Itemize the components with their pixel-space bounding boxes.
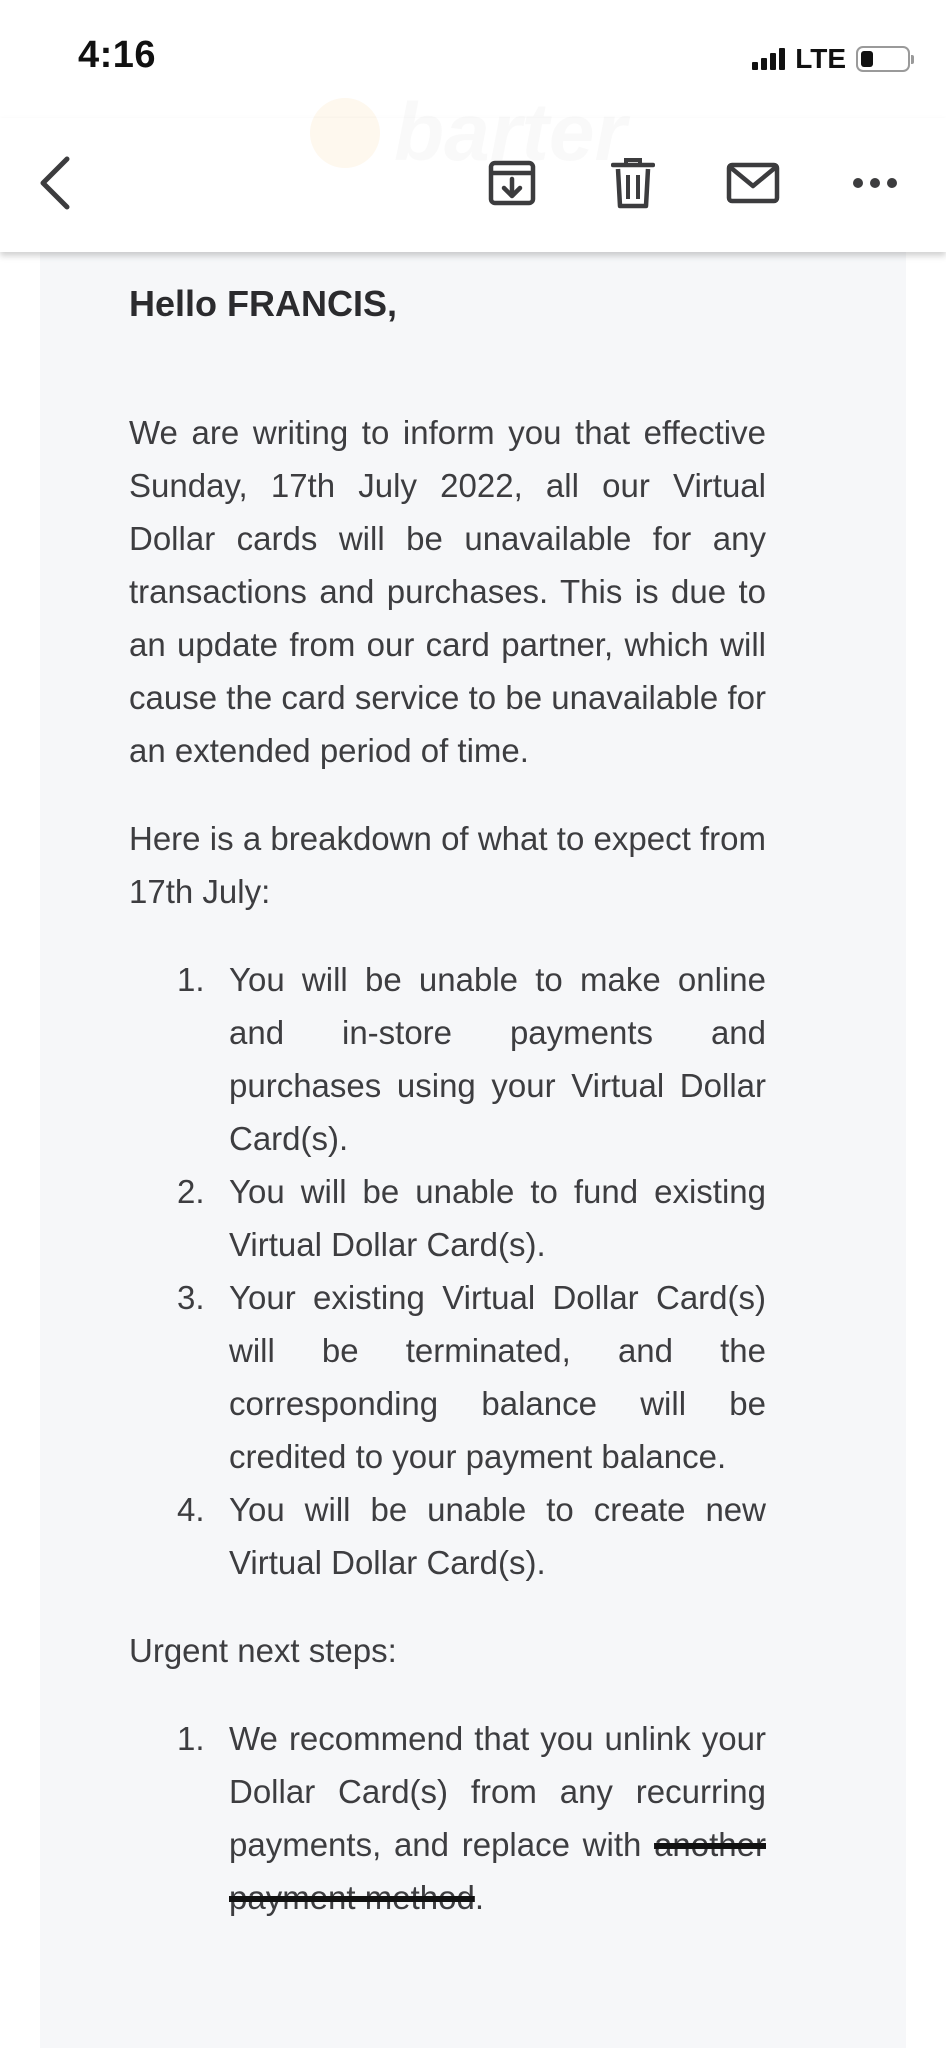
email-greeting: Hello FRANCIS, — [129, 283, 398, 324]
email-paragraph-breakdown: Here is a breakdown of what to expect from 17th July: — [129, 820, 766, 910]
redacted-text: another payment method — [229, 1826, 766, 1916]
email-body — [129, 252, 766, 1924]
trash-icon — [611, 157, 655, 209]
barter-logo-watermark: barter — [310, 86, 626, 180]
delete-button[interactable] — [598, 148, 668, 218]
mark-unread-button[interactable] — [718, 148, 788, 218]
archive-button[interactable] — [477, 148, 547, 218]
more-icon — [852, 177, 898, 189]
breakdown-list — [129, 953, 766, 1589]
list-item: 3. Your existing Virtual Dollar Card(s) will be terminated, and the corresponding balance will be credited to your payment balance. — [177, 1279, 766, 1475]
list-item: 1. We recommend that you unlink your Dollar Card(s) from any recurring payments, and replace with another payment method. — [177, 1720, 766, 1916]
email-toolbar — [0, 87, 946, 252]
status-time: 4:16 — [78, 34, 157, 76]
list-item: 1. You will be unable to make online and in-store payments and purchases using your Virtual Dollar Card(s). — [177, 961, 766, 1157]
email-paragraph-intro: We are writing to inform you that effective Sunday, 17th July 2022, all our Virtual Dollar cards will be unavailable for any transactions and purchases. This is due to an update from our card partner, which will cause the card service to be unavailable for an extended period of time. — [129, 414, 766, 769]
back-icon — [35, 155, 75, 211]
battery-icon — [856, 46, 910, 72]
urgent-steps-heading: Urgent next steps: — [129, 1632, 397, 1669]
list-item: 2. You will be unable to fund existing Virtual Dollar Card(s). — [177, 1173, 766, 1263]
back-button[interactable] — [20, 148, 90, 218]
list-item: 4. You will be unable to create new Virtual Dollar Card(s). — [177, 1491, 766, 1581]
mail-icon — [726, 162, 780, 204]
next-steps-list — [129, 1712, 766, 1924]
more-button[interactable] — [840, 148, 910, 218]
status-indicators — [752, 42, 910, 76]
network-type: LTE — [795, 43, 846, 74]
email-content — [40, 252, 906, 2048]
signal-icon — [752, 48, 785, 70]
archive-icon — [487, 158, 537, 208]
